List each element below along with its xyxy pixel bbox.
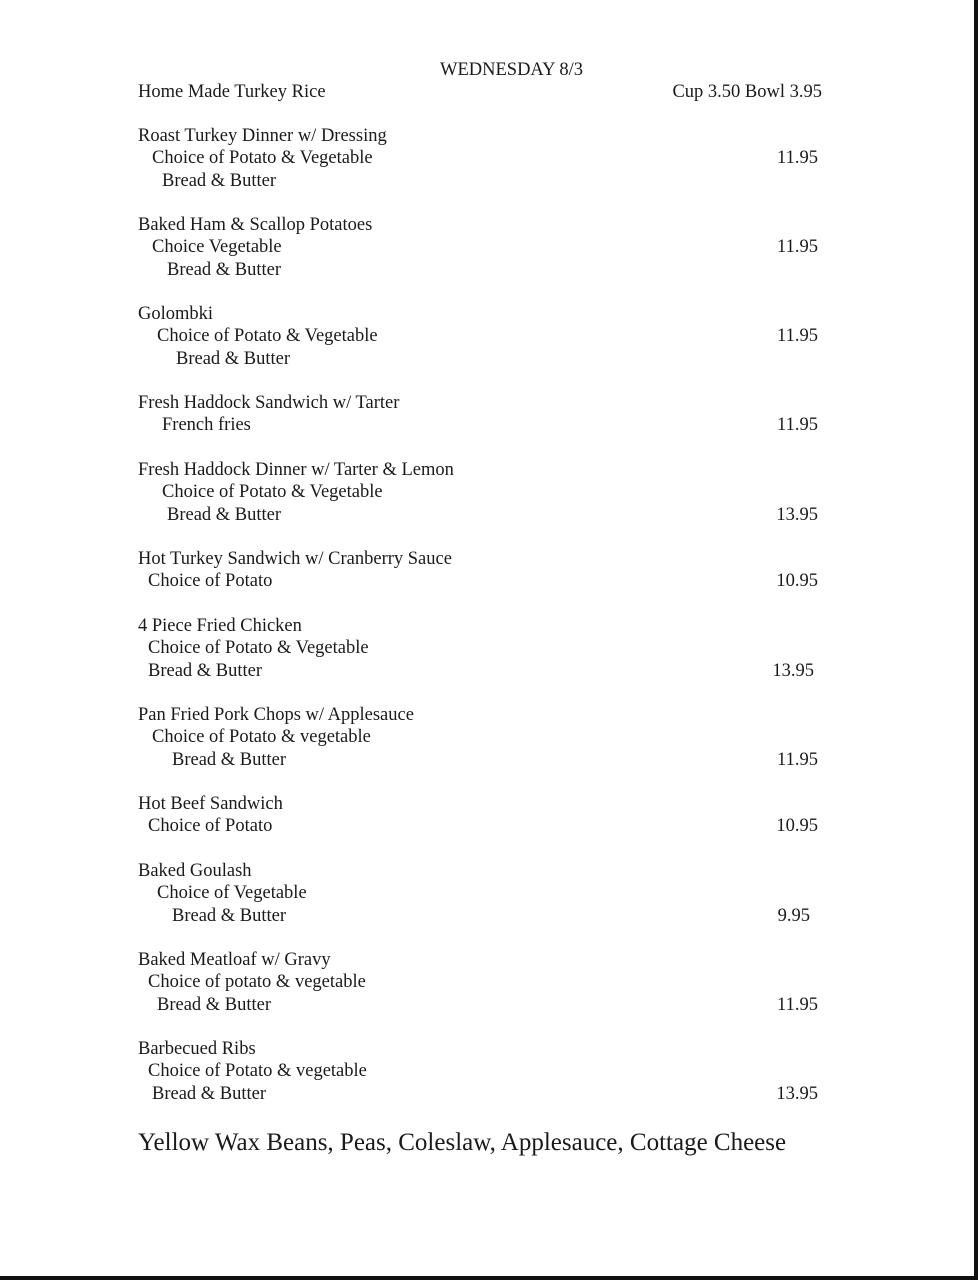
item-7-sub: Bread & Butter (148, 661, 263, 681)
menu-heading: WEDNESDAY 8/3 (440, 60, 584, 80)
item-9-sub: Choice of Potato (148, 816, 273, 836)
item-4-title: Fresh Haddock Sandwich w/ Tarter (138, 393, 400, 413)
item-7-sub: Choice of Potato & Vegetable (148, 638, 369, 658)
item-11-title: Baked Meatloaf w/ Gravy (138, 950, 331, 970)
item-6-sub: Choice of Potato (148, 571, 273, 591)
item-1-price: 11.95 (777, 148, 818, 168)
item-7-title: 4 Piece Fried Chicken (138, 616, 302, 636)
item-2-sub: Choice Vegetable (152, 237, 282, 257)
item-2-title: Baked Ham & Scallop Potatoes (138, 215, 373, 235)
item-5-sub: Choice of Potato & Vegetable (162, 482, 383, 502)
soup-price: Cup 3.50 Bowl 3.95 (672, 82, 822, 102)
item-3-sub: Choice of Potato & Vegetable (157, 326, 378, 346)
item-12-sub: Choice of Potato & vegetable (148, 1061, 367, 1081)
item-3-title: Golombki (138, 304, 214, 324)
sides-list: Yellow Wax Beans, Peas, Coleslaw, Applesauce, Cottage Cheese (138, 1129, 787, 1156)
item-6-title: Hot Turkey Sandwich w/ Cranberry Sauce (138, 549, 452, 569)
item-6-price: 10.95 (776, 571, 818, 591)
item-11-sub: Bread & Butter (157, 995, 272, 1015)
item-5-title: Fresh Haddock Dinner w/ Tarter & Lemon (138, 460, 454, 480)
item-5-sub: Bread & Butter (167, 505, 282, 525)
item-9-title: Hot Beef Sandwich (138, 794, 283, 814)
item-10-sub: Choice of Vegetable (157, 883, 307, 903)
item-8-title: Pan Fried Pork Chops w/ Applesauce (138, 705, 414, 725)
item-1-sub: Choice of Potato & Vegetable (152, 148, 373, 168)
soup-name: Home Made Turkey Rice (138, 82, 326, 102)
item-9-price: 10.95 (776, 816, 818, 836)
item-2-price: 11.95 (777, 237, 818, 257)
item-11-sub: Choice of potato & vegetable (148, 972, 366, 992)
item-10-title: Baked Goulash (138, 861, 252, 881)
item-3-price: 11.95 (777, 326, 818, 346)
item-2-sub: Bread & Butter (167, 260, 282, 280)
item-4-sub: French fries (162, 415, 251, 435)
item-8-sub: Choice of Potato & vegetable (152, 727, 371, 747)
item-4-price: 11.95 (777, 415, 818, 435)
item-8-price: 11.95 (777, 750, 818, 770)
item-12-sub: Bread & Butter (152, 1084, 267, 1104)
item-7-price: 13.95 (772, 661, 814, 681)
item-8-sub: Bread & Butter (172, 750, 287, 770)
item-1-sub: Bread & Butter (162, 171, 277, 191)
item-5-price: 13.95 (776, 505, 818, 525)
item-11-price: 11.95 (777, 995, 818, 1015)
item-10-sub: Bread & Butter (172, 906, 287, 926)
item-12-title: Barbecued Ribs (138, 1039, 256, 1059)
item-1-title: Roast Turkey Dinner w/ Dressing (138, 126, 387, 146)
item-12-price: 13.95 (776, 1084, 818, 1104)
item-3-sub: Bread & Butter (176, 349, 291, 369)
page-edge-bottom (0, 1276, 978, 1280)
item-10-price: 9.95 (777, 906, 810, 926)
page-edge-right (974, 0, 978, 1280)
